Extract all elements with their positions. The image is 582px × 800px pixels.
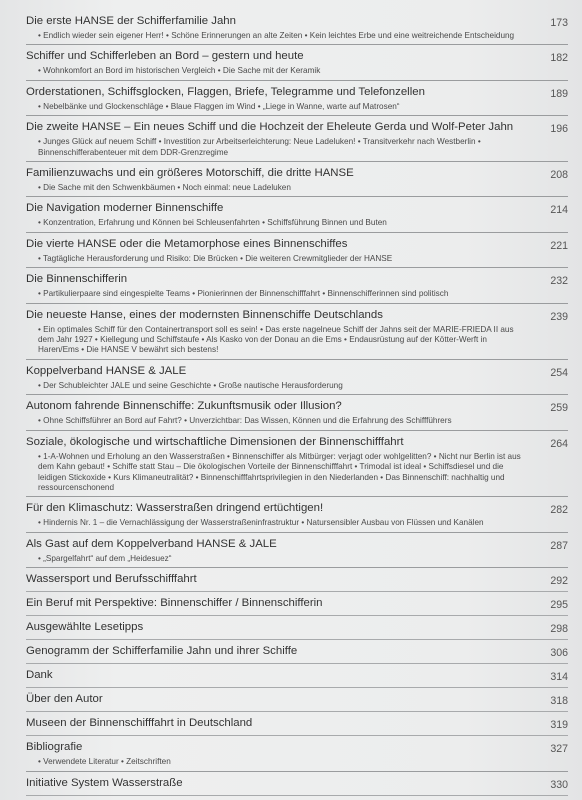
subsection-item: • Junges Glück auf neuem Schiff	[38, 137, 156, 146]
subsection-item: • „Spargelfahrt“ auf dem „Heidesuez“	[38, 554, 172, 563]
chapter-title: Ein Beruf mit Perspektive: Binnenschiffer / Binnenschifferin	[26, 597, 323, 610]
subsection-item: • Endausrüstung auf der Kötter-Werft in Haren/Ems	[38, 335, 487, 354]
subsection-item: • Kiellegung und Schiffstaufe	[95, 335, 199, 344]
subsection-list	[26, 66, 568, 76]
page-number: 318	[550, 695, 568, 708]
subsection-item: • Kurs Klimaneutralität?	[108, 473, 193, 482]
subsection-item: • Das erste nagelneue Schiff der Jahns seit der MARIE-FRIEDA II aus dem Jahr 1927	[38, 325, 514, 344]
subsection-item: • Der Schubleichter JALE und seine Geschichte	[38, 381, 211, 390]
toc-entry	[26, 14, 568, 45]
toc-entry-row	[26, 572, 568, 588]
toc-entry-row	[26, 120, 568, 136]
chapter-title: Orderstationen, Schiffsglocken, Flaggen, Briefe, Telegramme und Telefonzellen	[26, 85, 425, 98]
page-number: 319	[550, 719, 568, 732]
subsection-item: • Verwendete Literatur	[38, 757, 119, 766]
subsection-item: • Als Kasko von der Donau an die Ems	[201, 335, 341, 344]
toc-entry	[26, 435, 568, 498]
subsection-item: • Ohne Schiffsführer an Bord auf Fahrt?	[38, 416, 182, 425]
page-number: 254	[550, 366, 568, 379]
toc-entry	[26, 620, 568, 640]
page-number: 295	[550, 599, 568, 612]
page-number: 330	[550, 778, 568, 791]
subsection-list	[26, 554, 568, 564]
toc-entry-row	[26, 537, 568, 553]
page-number: 208	[550, 169, 568, 182]
toc-entry-row	[26, 668, 568, 684]
toc-entry	[26, 716, 568, 736]
chapter-title: Die zweite HANSE – Ein neues Schiff und die Hochzeit der Eheleute Gerda und Wolf-Peter Jahn	[26, 121, 514, 134]
toc-entry-row	[26, 237, 568, 253]
subsection-list	[26, 183, 568, 193]
subsection-list	[26, 452, 568, 494]
chapter-title: Die neueste Hanse, eines der modernsten Binnenschiffe Deutschlands	[26, 308, 383, 321]
page-number: 264	[550, 437, 568, 450]
chapter-title: Über den Autor	[26, 693, 103, 706]
toc-entry-row	[26, 272, 568, 288]
toc-entry	[26, 537, 568, 568]
toc-entry-row	[26, 740, 568, 756]
chapter-title: Die erste HANSE der Schifferfamilie Jahn	[26, 15, 236, 27]
subsection-item: • Noch einmal: neue Ladeluken	[177, 183, 291, 192]
page-number: 182	[550, 52, 568, 65]
subsection-item: • Pionierinnen der Binnenschifffahrt	[192, 289, 320, 298]
toc-entry	[26, 776, 568, 796]
toc-entry-row	[26, 201, 568, 217]
subsection-list	[26, 137, 568, 158]
subsection-item: • Große nautische Herausforderung	[213, 381, 342, 390]
toc-entry-row	[26, 692, 568, 708]
subsection-list	[26, 325, 568, 356]
toc-entry-row	[26, 716, 568, 732]
toc-entry	[26, 572, 568, 592]
subsection-list	[26, 757, 568, 767]
subsection-list	[26, 518, 568, 528]
chapter-title: Familienzuwachs und ein größeres Motorschiff, die dritte HANSE	[26, 167, 354, 180]
toc-entry-row	[26, 14, 568, 30]
subsection-item: • Transitverkehr nach Westberlin	[358, 137, 476, 146]
subsection-item: • Trimodal ist ideal	[355, 462, 422, 471]
toc-entry	[26, 596, 568, 616]
toc-entry	[26, 237, 568, 268]
toc-entry	[26, 740, 568, 771]
toc-entry-row	[26, 166, 568, 182]
page-number: 239	[550, 310, 568, 323]
toc-entry-row	[26, 85, 568, 101]
page-number: 306	[550, 647, 568, 660]
subsection-list	[26, 381, 568, 391]
subsection-list	[26, 218, 568, 228]
toc-entry	[26, 668, 568, 688]
subsection-item: • Endlich wieder sein eigener Herr!	[38, 31, 164, 40]
toc-entry-row	[26, 399, 568, 415]
page-number: 214	[550, 204, 568, 217]
toc-entry	[26, 501, 568, 532]
subsection-item: • Kein leichtes Erbe und eine weitreichende Entscheidung	[305, 31, 515, 40]
chapter-title: Soziale, ökologische und wirtschaftliche Dimensionen der Binnenschifffahrt	[26, 435, 404, 448]
toc-entry-row	[26, 776, 568, 792]
subsection-item: • Nicht nur Berlin ist aus dem Kahn gebaut!	[38, 452, 521, 471]
toc-entry	[26, 272, 568, 303]
subsection-item: • Investition zur Arbeitserleichterung: Neue Ladeluken!	[159, 137, 356, 146]
subsection-item: • Schiffsdiesel und die leidigen Stickoxide	[38, 462, 503, 481]
subsection-item: • Binnenschifferabenteuer mit dem DDR-Grenzregime	[38, 137, 481, 156]
toc-entry-row	[26, 644, 568, 660]
toc-entry	[26, 364, 568, 395]
chapter-title: Für den Klimaschutz: Wasserstraßen dringend ertüchtigen!	[26, 502, 324, 515]
subsection-item: • Schöne Erinnerungen an alte Zeiten	[166, 31, 302, 40]
subsection-item: • Zeitschriften	[121, 757, 171, 766]
subsection-item: • Die weiteren Crewmitglieder der HANSE	[240, 254, 392, 263]
subsection-item: • Tagtägliche Herausforderung und Risiko: Die Brücken	[38, 254, 238, 263]
toc-entry	[26, 201, 568, 232]
chapter-title: Koppelverband HANSE & JALE	[26, 364, 187, 377]
toc-entry-row	[26, 596, 568, 612]
subsection-item: • Die Sache mit der Keramik	[218, 66, 321, 75]
subsection-item: • Konzentration, Erfahrung und Können bei Schleusenfahrten	[38, 218, 260, 227]
page-number: 196	[550, 123, 568, 136]
toc-entry	[26, 120, 568, 162]
toc-entry	[26, 49, 568, 80]
subsection-item: • Binnenschifffahrtsprivilegien in den Niederlanden	[196, 473, 378, 482]
page-number: 189	[550, 87, 568, 100]
toc-entry-row	[26, 435, 568, 451]
subsection-item: • „Liege in Wanne, warte auf Matrosen“	[258, 102, 400, 111]
page-number: 221	[550, 239, 568, 252]
subsection-item: • Das Binnenschiff: nachhaltig und ressourcenschonend	[38, 473, 505, 492]
chapter-title: Genogramm der Schifferfamilie Jahn und ihrer Schiffe	[26, 645, 298, 658]
subsection-item: • Blaue Flaggen im Wind	[166, 102, 256, 111]
subsection-item: • Schiffsführung Binnen und Buten	[262, 218, 387, 227]
page-number: 327	[550, 743, 568, 756]
subsection-item: • Die Sache mit den Schwenkbäumen	[38, 183, 175, 192]
toc-entry-row	[26, 364, 568, 380]
page-number: 282	[550, 504, 568, 517]
subsection-item: • Schiffe statt Stau – Die ökologischen Vorteile der Binnenschifffahrt	[107, 462, 352, 471]
page-number: 292	[550, 575, 568, 588]
subsection-item: • Unverzichtbar: Das Wissen, Können und die Erfahrung des Schiffführers	[184, 416, 451, 425]
toc-entry	[26, 85, 568, 116]
subsection-item: • Natursensibler Ausbau von Flüssen und Kanälen	[301, 518, 483, 527]
toc-entry-row	[26, 308, 568, 324]
subsection-list	[26, 31, 568, 41]
toc-entry	[26, 308, 568, 360]
toc-entry-row	[26, 620, 568, 636]
page-number: 232	[550, 275, 568, 288]
chapter-title: Autonom fahrende Binnenschiffe: Zukunftsmusik oder Illusion?	[26, 400, 342, 413]
chapter-title: Schiffer und Schifferleben an Bord – gestern und heute	[26, 50, 304, 63]
subsection-item: • Binnenschifferinnen sind politisch	[322, 289, 448, 298]
subsection-item: • Binnenschiffer als Mitbürger: verjagt oder wohlgelitten?	[227, 452, 431, 461]
page-number: 173	[550, 17, 568, 29]
toc-entry	[26, 166, 568, 197]
chapter-title: Initiative System Wasserstraße	[26, 776, 183, 789]
chapter-title: Die Binnenschifferin	[26, 273, 128, 286]
chapter-title: Museen der Binnenschifffahrt in Deutschland	[26, 717, 253, 730]
subsection-item: • Ein optimales Schiff für den Containertransport soll es sein!	[38, 325, 258, 334]
toc-entry	[26, 644, 568, 664]
subsection-item: • Partikulierpaare sind eingespielte Teams	[38, 289, 190, 298]
page-number: 259	[550, 402, 568, 415]
chapter-title: Dank	[26, 669, 53, 682]
subsection-list	[26, 289, 568, 299]
chapter-title: Wassersport und Berufsschifffahrt	[26, 573, 197, 586]
subsection-item: • Nebelbänke und Glockenschläge	[38, 102, 163, 111]
subsection-list	[26, 254, 568, 264]
toc-entry	[26, 692, 568, 712]
chapter-title: Ausgewählte Lesetipps	[26, 621, 144, 634]
chapter-title: Bibliografie	[26, 741, 83, 754]
toc-entry-row	[26, 501, 568, 517]
subsection-item: • Wohnkomfort an Bord im historischen Vergleich	[38, 66, 215, 75]
subsection-list	[26, 416, 568, 426]
toc-entry-row	[26, 49, 568, 65]
page-number: 298	[550, 623, 568, 636]
page-number: 314	[550, 671, 568, 684]
chapter-title: Als Gast auf dem Koppelverband HANSE & JALE	[26, 537, 277, 550]
chapter-title: Die Navigation moderner Binnenschiffe	[26, 202, 224, 215]
subsection-item: • 1-A-Wohnen und Erholung an den Wasserstraßen	[38, 452, 225, 461]
toc-entry	[26, 399, 568, 430]
chapter-title: Die vierte HANSE oder die Metamorphose eines Binnenschiffes	[26, 237, 348, 250]
subsection-item: • Die HANSE V bewährt sich bestens!	[81, 345, 218, 354]
subsection-list	[26, 102, 568, 112]
page-number: 287	[550, 539, 568, 552]
subsection-item: • Hindernis Nr. 1 – die Vernachlässigung der Wasserstraßeninfrastruktur	[38, 518, 299, 527]
